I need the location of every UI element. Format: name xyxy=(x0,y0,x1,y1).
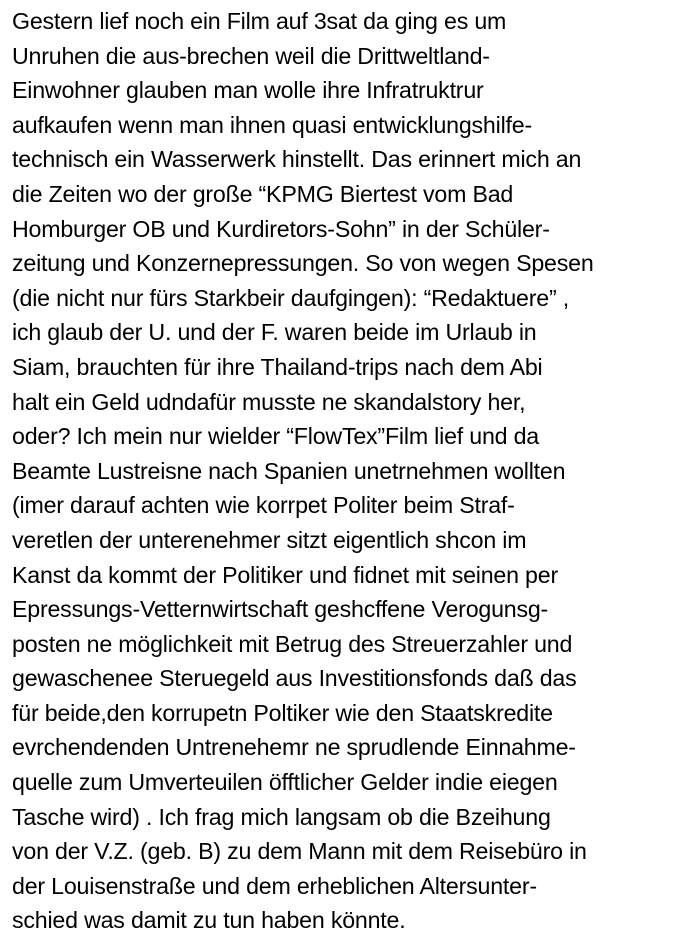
text-line: von der V.Z. (geb. B) zu dem Mann mit dem Reisebüro in xyxy=(12,838,587,865)
text-line: Tasche wird) . Ich frag mich langsam ob die Bzeihung xyxy=(12,803,551,830)
text-line: quelle zum Umverteuilen öfftlicher Gelder indie eiegen xyxy=(12,769,558,796)
text-line: Gestern lief noch ein Film auf 3sat da ging es um xyxy=(12,8,507,34)
text-line: Siam, brauchten für ihre Thailand-trips nach dem Abi xyxy=(12,353,543,380)
text-line: Epressungs-Vetternwirtschaft geshcffene Verogunsg- xyxy=(12,596,549,623)
text-line: halt ein Geld udndafür musste ne skandalstory her, xyxy=(12,388,526,415)
text-line: ich glaub der U. und der F. waren beide im Urlaub in xyxy=(12,319,537,346)
text-line: die Zeiten wo der große “KPMG Biertest vom Bad xyxy=(12,180,514,207)
text-line: für beide,den korrupetn Poltiker wie den Staatskredite xyxy=(12,699,553,726)
text-line: evrchendenden Untrenehemr ne sprudlende Einnahme- xyxy=(12,734,576,761)
text-line: der Louisenstraße und dem erheblichen Altersunter- xyxy=(12,872,537,899)
text-line: (imer darauf achten wie korrpet Politer beim Straf- xyxy=(12,492,515,519)
text-line: oder? Ich mein nur wielder “FlowTex”Film lief und da xyxy=(12,423,539,450)
text-line: gewaschenee Steruegeld aus Investitionsfonds daß das xyxy=(12,665,577,692)
text-line: Beamte Lustreisne nach Spanien unetrnehmen wollten xyxy=(12,457,566,484)
document-page xyxy=(12,4,680,938)
text-line: schied was damit zu tun haben könnte. xyxy=(12,907,406,934)
text-line: aufkaufen wenn man ihnen quasi entwicklungshilfe- xyxy=(12,111,532,138)
text-line: zeitung und Konzernepressungen. So von wegen Spesen xyxy=(12,250,594,277)
text-line: Unruhen die aus-brechen weil die Drittweltland- xyxy=(12,42,490,69)
text-line: technisch ein Wasserwerk hinstellt. Das erinnert mich an xyxy=(12,146,582,173)
text-line: (die nicht nur fürs Starkbeir daufgingen): “Redaktuere” , xyxy=(12,284,569,311)
text-line: Homburger OB und Kurdiretors-Sohn” in der Schüler- xyxy=(12,215,550,242)
text-line: Einwohner glauben man wolle ihre Infratruktrur xyxy=(12,77,484,104)
text-line: veretlen der unterenehmer sitzt eigentlich shcon im xyxy=(12,526,527,553)
text-line: Kanst da kommt der Politiker und fidnet mit seinen per xyxy=(12,561,558,588)
text-line: posten ne möglichkeit mit Betrug des Streuerzahler und xyxy=(12,630,573,657)
